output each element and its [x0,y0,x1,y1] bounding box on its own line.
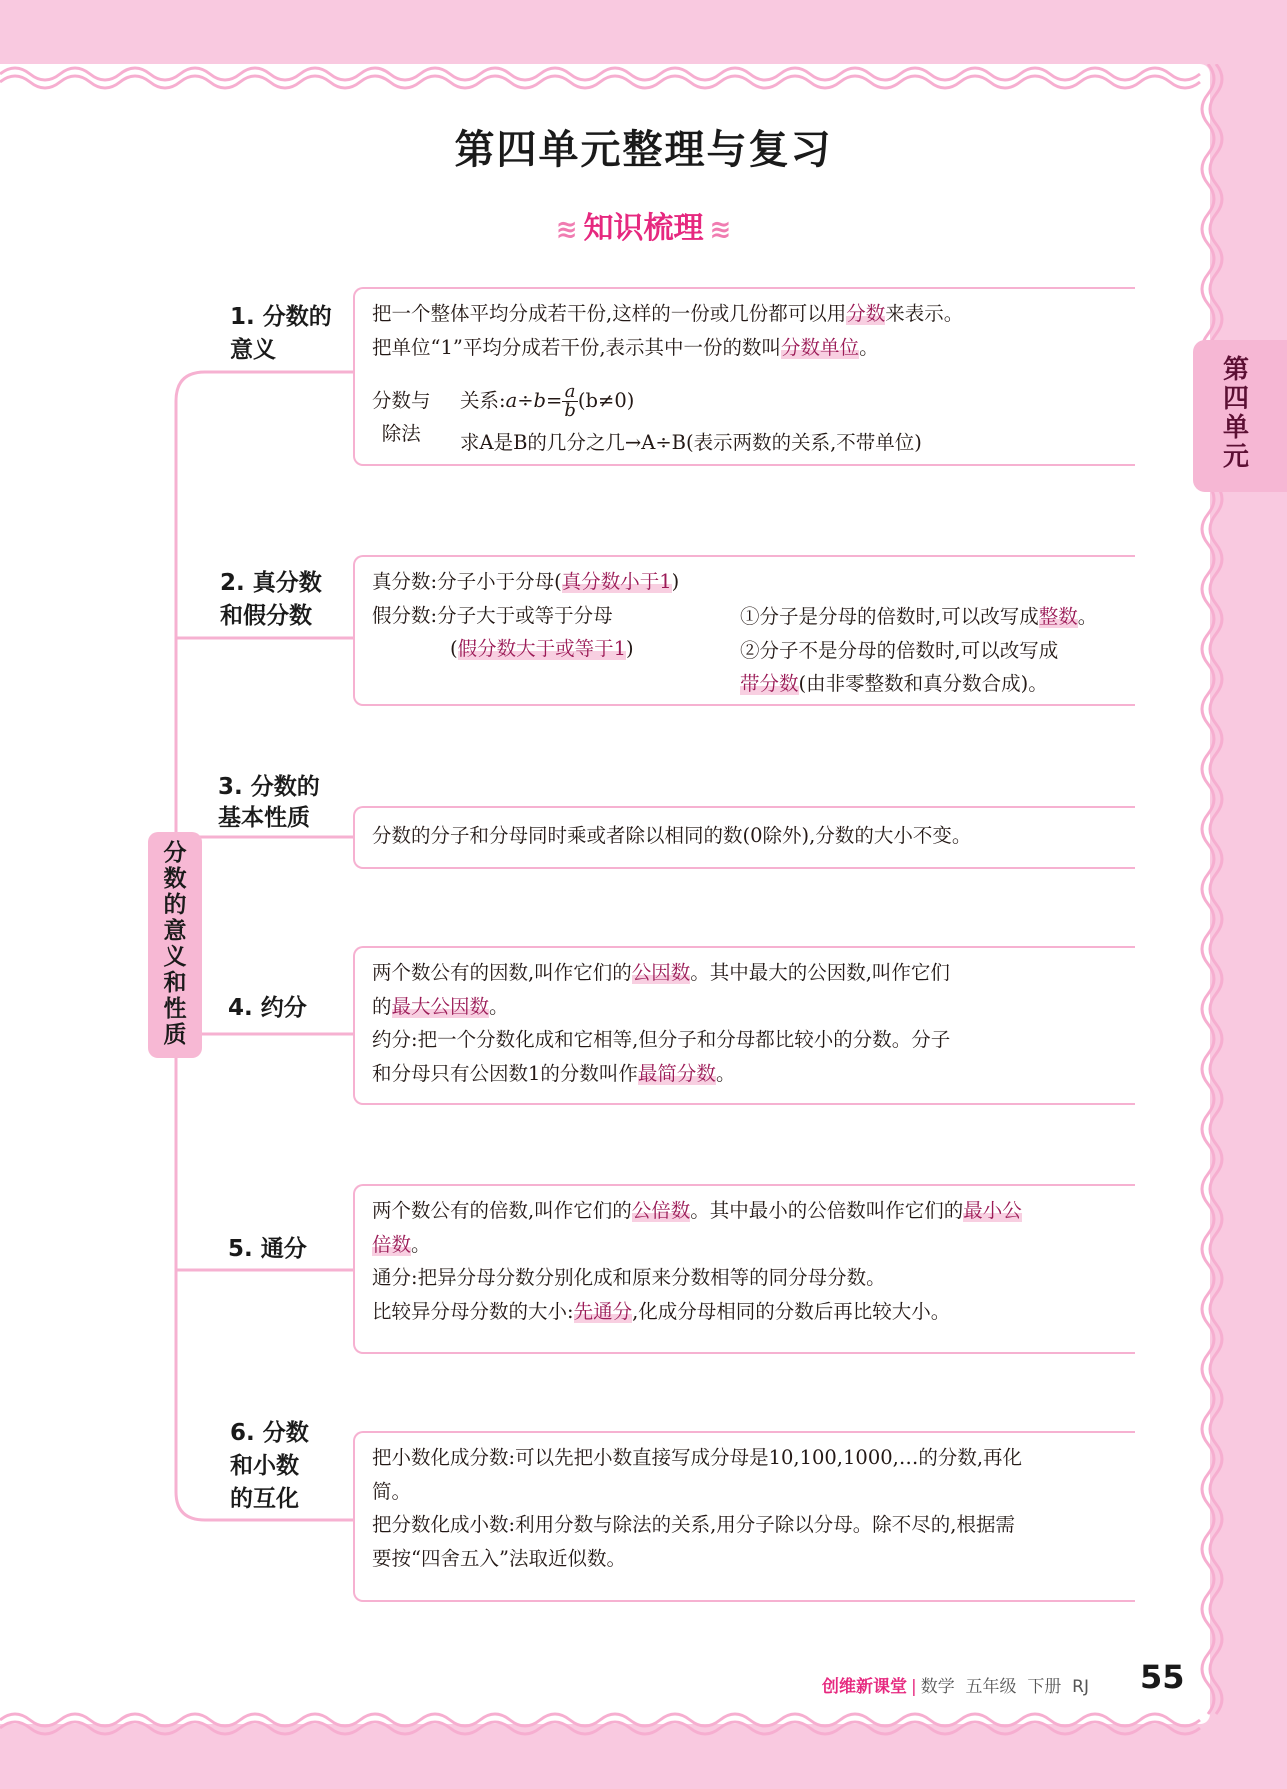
section4-line1 [372,956,1135,990]
section2-label-line2: 和假分数 [220,603,312,629]
highlight-term: 真分数小于1 [561,570,672,593]
side-tab-char: 单 [1222,413,1249,443]
proper-fraction-line [372,565,1135,599]
text-run: ( [450,637,458,660]
section1-label-line2: 意义 [230,337,276,363]
section1-line1 [372,297,1135,331]
highlight-term: 公倍数 [631,1199,691,1222]
wave-ornament-left: ≋ [555,215,578,245]
section3-text: 分数的分子和分母同时乘或者除以相同的数(0除外),分数的大小不变。 [372,824,972,847]
side-tab-char: 元 [1222,442,1249,472]
highlight-term: 最小公 [963,1199,1022,1222]
section4-label: 4. 约分 [228,995,307,1021]
page-number: 55 [1140,1658,1185,1696]
unit-side-tab-label [1221,356,1251,472]
unit-side-tab [1193,340,1287,492]
section6-label-line2: 和小数 [230,1453,299,1479]
section6-label [230,1417,309,1516]
fraction-numerator: a [562,383,578,402]
text-run: 。 [1077,605,1098,628]
text-run: 来表示。 [885,302,964,325]
division-question: 求A是B的几分之几→A÷B(表示两数的关系,不带单位) [460,431,922,454]
section1-line2 [372,331,1135,365]
highlight-term: 分数单位 [781,335,860,359]
highlight-term: 假分数大于或等于1 [457,637,627,660]
section3-label [218,771,320,832]
text-run: 。其中最小的公倍数叫作它们的 [690,1199,964,1222]
section5-box [353,1184,1135,1354]
side-tab-char: 第 [1222,355,1249,385]
highlight-term: 整数 [1038,605,1078,628]
page-title: 第四单元整理与复习 [454,127,833,173]
section-subtitle [0,203,1287,247]
footer-info: 数学 五年级 下册 RJ [920,1677,1089,1697]
section1-label-line1: 1. 分数的 [230,304,332,330]
relation-prefix: 关系: [460,389,506,412]
subtitle-text: 知识梳理 [583,211,704,246]
section6-label-line1: 6. 分数 [230,1420,309,1446]
highlight-term: 倍数 [372,1232,412,1256]
text-run: 和分母只有公因数1的分数叫作 [372,1061,638,1085]
relation-condition: (b≠0) [577,389,635,412]
text-run: 把单位“1”平均分成若干份,表示其中一份的数叫 [372,335,782,359]
text-run: 。其中最大的公因数,叫作它们 [690,961,950,984]
section3-label-line1: 3. 分数的 [218,774,320,800]
text-run: ,化成分母相同的分数后再比较大小。 [632,1299,951,1323]
topic-char: 的 [163,892,187,918]
section3-label-line2: 基本性质 [218,805,310,831]
section4-box [353,946,1135,1105]
text-run: 。 [411,1232,431,1256]
footer-brand: 创维新课堂 [822,1677,907,1697]
text-run: 真分数:分子小于分母( [372,570,562,593]
text-run: 。 [715,1061,736,1085]
topic-char: 质 [163,1022,187,1048]
text-run: 把一个整体平均分成若干份,这样的一份或几份都可以用 [372,302,847,325]
highlight-term: 先通分 [573,1299,633,1323]
case-mixed-line2 [740,667,1097,701]
section6-line1: 把小数化成分数:可以先把小数直接写成分母是10,100,1000,…的分数,再化 [372,1446,1023,1469]
division-label [372,384,431,450]
page-footer [822,1672,1089,1697]
relation-expression: a÷b= [505,389,563,412]
text-run: ) [671,570,680,593]
section6-line2: 简。 [372,1479,412,1503]
section4-line2 [372,990,1135,1024]
text-run: 比较异分母分数的大小: [372,1299,574,1323]
highlight-term: 分数 [846,302,886,325]
central-topic [148,832,202,1058]
section5-line2 [372,1228,1135,1262]
division-label-line2: 除法 [381,422,421,445]
text-run: 。 [859,335,879,359]
improper-fraction-line: 假分数:分子大于或等于分母 [372,603,613,627]
section6-box [353,1431,1135,1602]
text-run: (由非零整数和真分数合成)。 [798,672,1048,695]
case-mixed-line1: ②分子不是分母的倍数时,可以改写成 [740,638,1059,662]
section2-label [220,567,322,633]
section4-line3: 约分:把一个分数化成和它相等,但分子和分母都比较小的分数。分子 [372,1028,951,1051]
text-run: 两个数公有的倍数,叫作它们的 [372,1199,632,1222]
section2-label-line1: 2. 真分数 [220,570,322,596]
topic-char: 性 [163,996,187,1022]
section3-box [353,806,1135,869]
side-tab-char: 四 [1222,384,1249,414]
section1-label [230,301,332,367]
topic-char: 意 [163,918,187,944]
highlight-term: 带分数 [740,672,799,695]
section5-line4 [372,1295,1135,1329]
text-run: ①分子是分母的倍数时,可以改写成 [740,605,1039,628]
text-run: ) [626,637,634,660]
improper-cases [740,600,1097,701]
highlight-term: 公因数 [631,961,691,984]
topic-char: 义 [163,944,187,970]
wave-ornament-right: ≋ [709,215,732,245]
section5-label: 5. 通分 [228,1236,307,1262]
topic-char: 分 [163,840,187,866]
fraction-denominator: b [564,400,576,421]
fraction-a-over-b [562,383,578,420]
footer-separator: | [911,1677,917,1697]
section6-line4: 要按“四舍五入”法取近似数。 [372,1546,626,1570]
section6-label-line3: 的互化 [230,1486,299,1512]
division-label-line1: 分数与 [372,389,431,412]
highlight-term: 最大公因数 [391,994,490,1018]
division-relation [460,378,634,424]
text-run: 。 [489,994,509,1018]
section5-line1 [372,1194,1135,1228]
section6-line3: 把分数化成小数:利用分数与除法的关系,用分子除以分母。除不尽的,根据需 [372,1513,1015,1536]
case-integer [740,600,1097,634]
text-run: 两个数公有的因数,叫作它们的 [372,961,632,984]
topic-char: 数 [163,866,187,892]
text-run: 的 [372,994,392,1018]
highlight-term: 最简分数 [637,1061,716,1085]
section5-line3: 通分:把异分母分数分别化成和原来分数相等的同分母分数。 [372,1266,886,1289]
section4-line4 [372,1057,1135,1091]
topic-char: 和 [163,970,187,996]
